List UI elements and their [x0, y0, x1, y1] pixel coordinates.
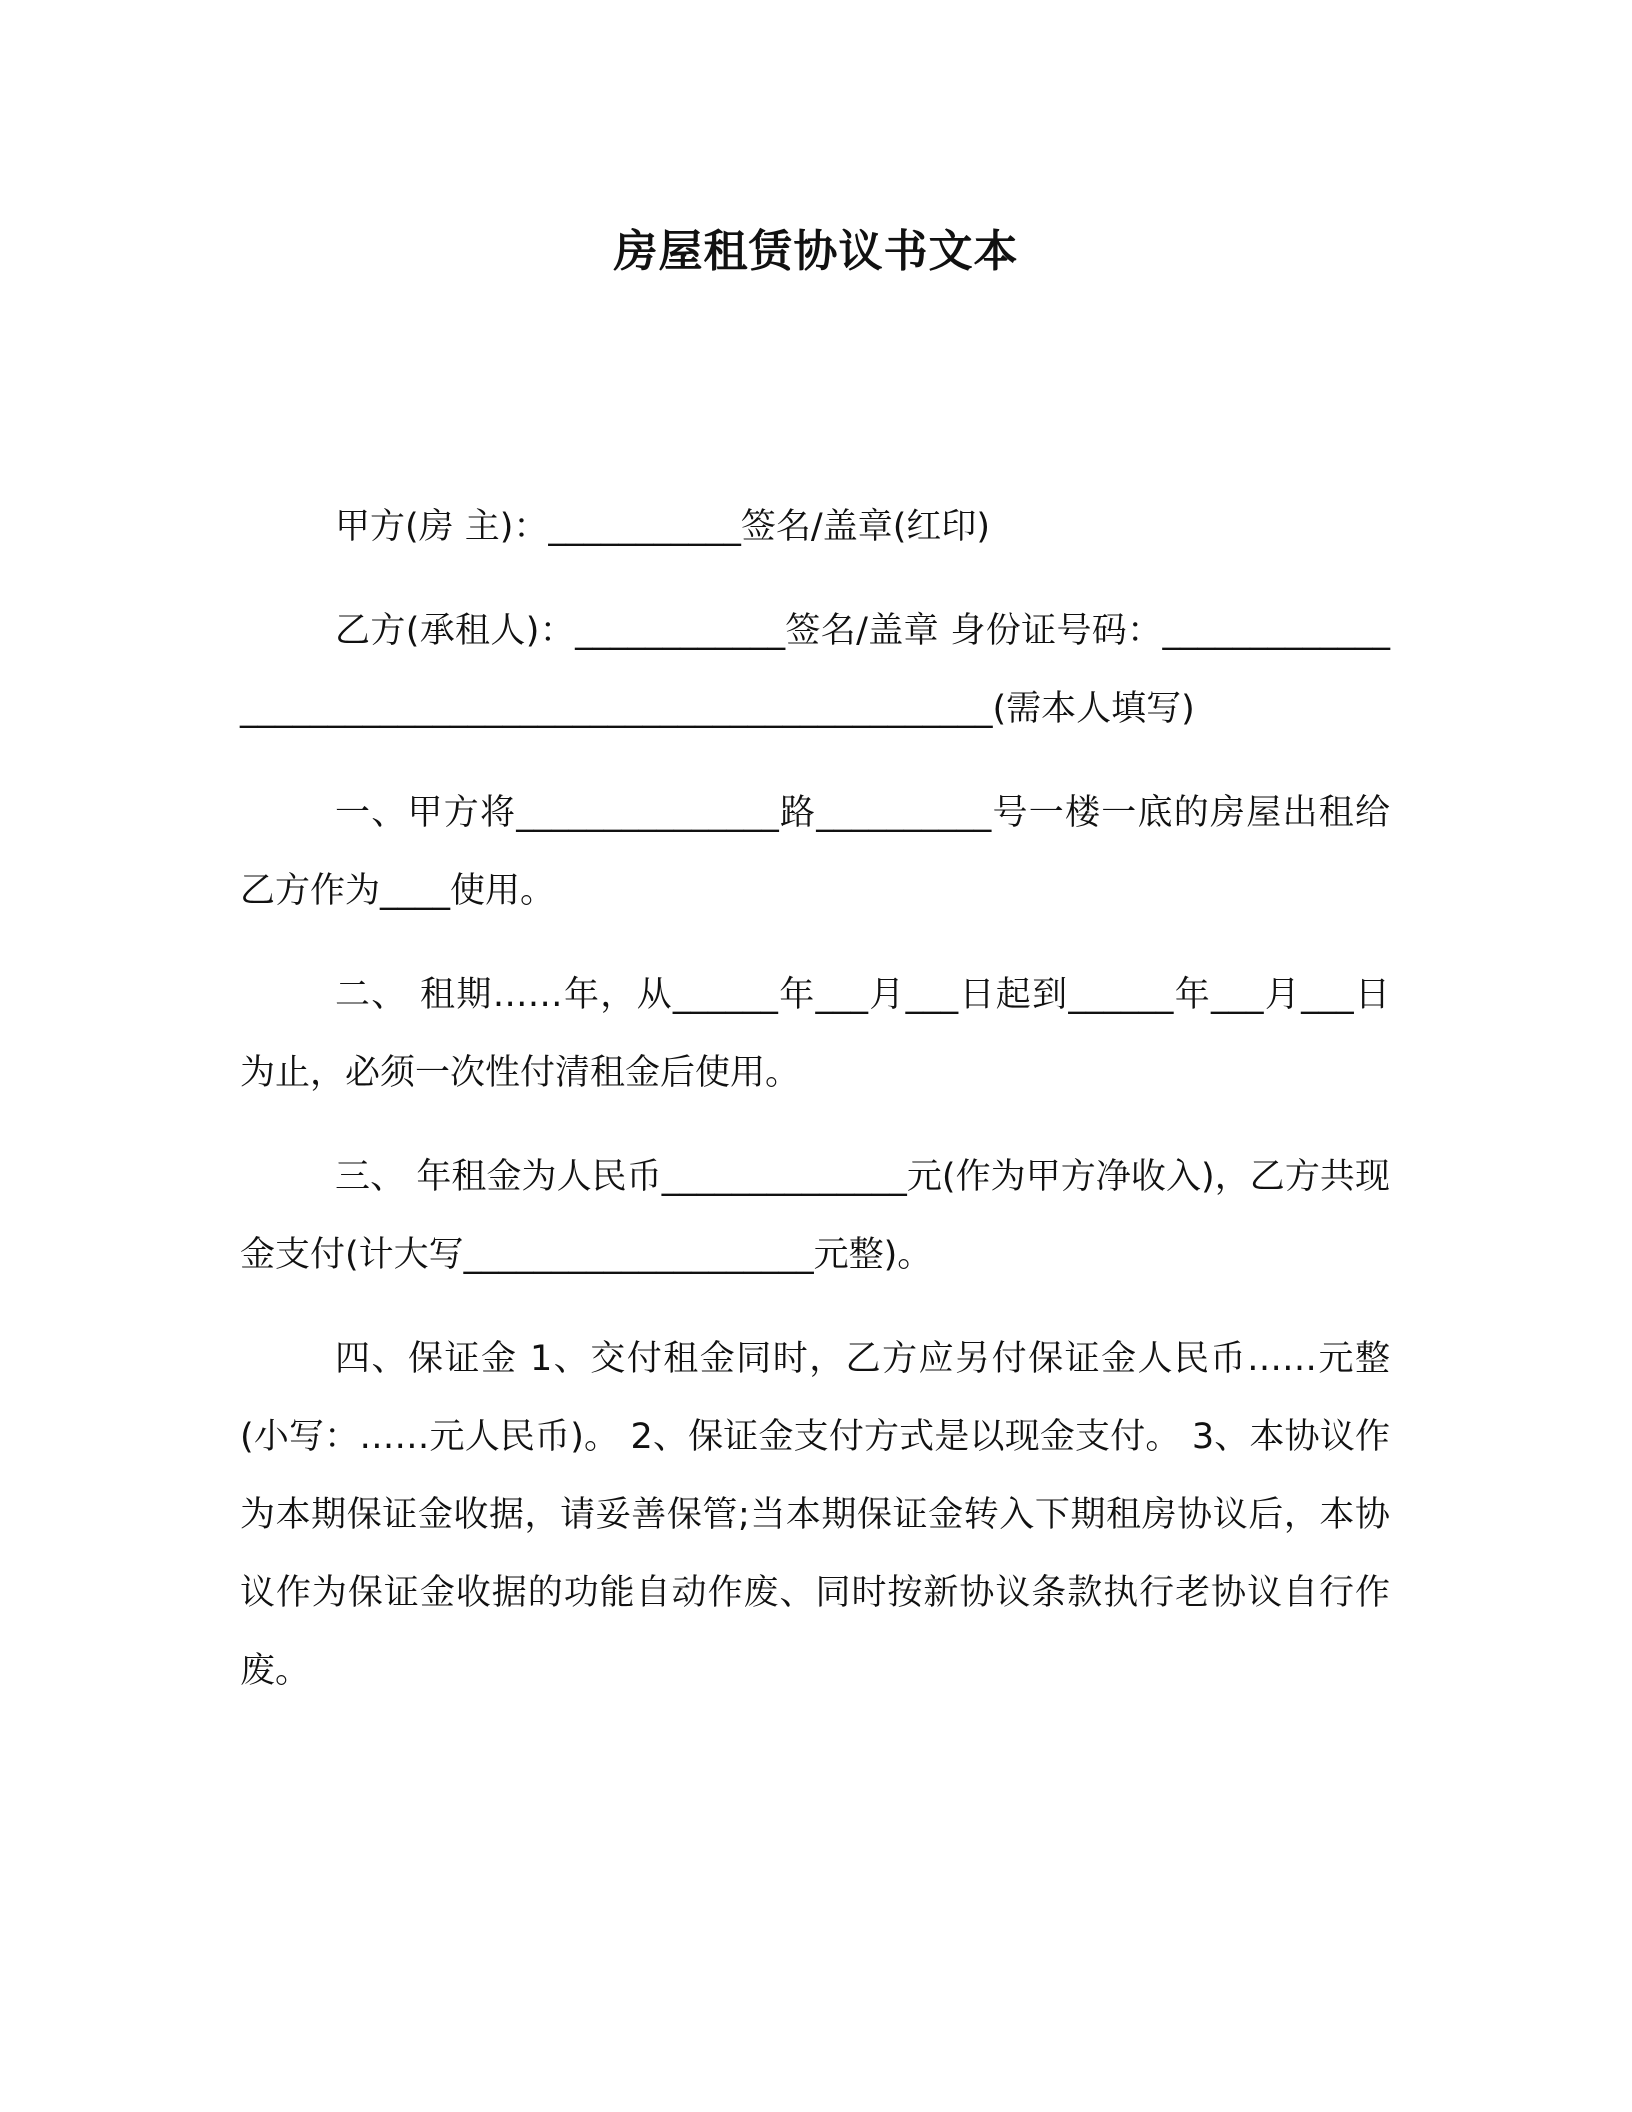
document-body [240, 488, 1390, 1710]
document-title: 房屋租赁协议书文本 [613, 226, 1019, 277]
party-a-line: 甲方(房 主)：___________签名/盖章(红印) [335, 507, 991, 547]
clause-3-rent: 三、 年租金为人民币______________元(作为甲方净收入)，乙方共现金支付(计大写____________________元整)。 [240, 1157, 1390, 1275]
clause-4-deposit: 四、保证金 1、交付租金同时，乙方应另付保证金人民币……元整(小写：……元人民币)。 2、保证金支付方式是以现金支付。 3、本协议作为本期保证金收据，请妥善保管;当本期保证金转入下期租房协议后，本协议作为保证金收据的功能自动作废、同时按新协议条款执行老协议自行作废。 [240, 1339, 1390, 1691]
party-b-line: 乙方(承租人)：____________签名/盖章 身份证号码：________________________________________________________(需本人填写) [240, 611, 1390, 729]
clause-2-term: 二、 租期……年，从______年___月___日起到______年___月___日为止，必须一次性付清租金后使用。 [240, 975, 1390, 1093]
clause-1-premises: 一、甲方将_______________路__________号一楼一底的房屋出租给乙方作为____使用。 [240, 793, 1390, 911]
